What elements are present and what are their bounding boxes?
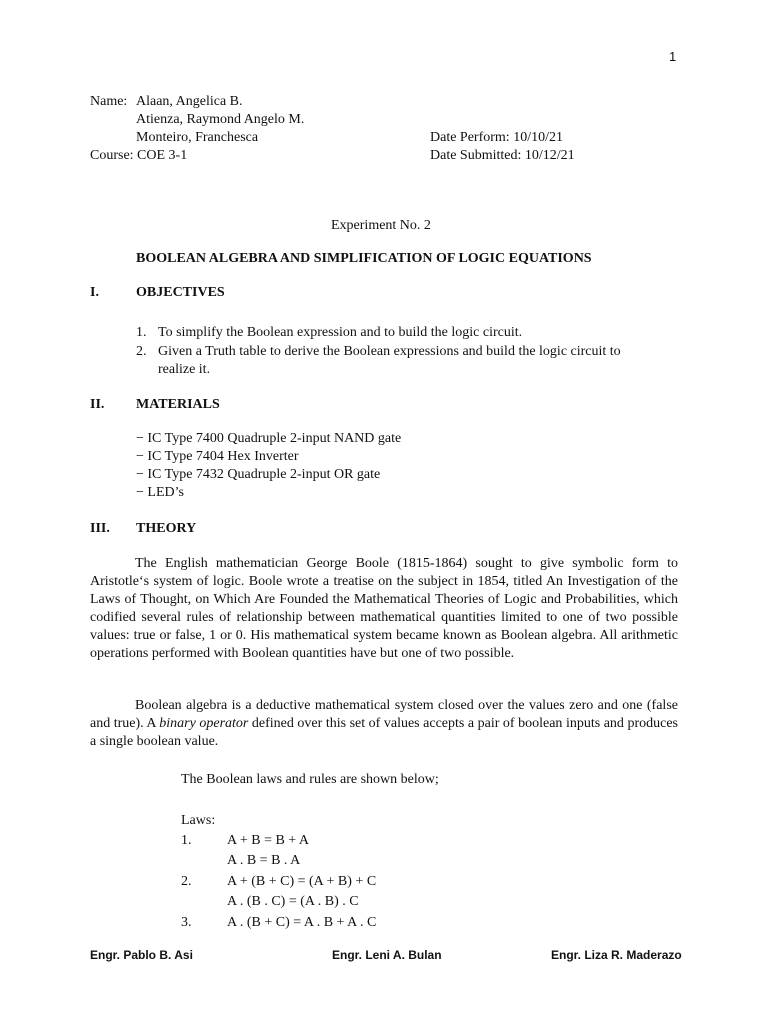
- laws-intro: The Boolean laws and rules are shown below;: [181, 772, 439, 787]
- objective-number: 2.: [136, 344, 147, 359]
- law-number: 3.: [181, 915, 192, 930]
- law-equation: A . (B + C) = A . B + A . C: [227, 915, 377, 930]
- material-item: − LED’s: [136, 485, 184, 500]
- law-equation: A . (B . C) = (A . B) . C: [227, 894, 359, 909]
- section-number-theory: III.: [90, 521, 110, 536]
- material-item: − IC Type 7432 Quadruple 2-input OR gate: [136, 467, 381, 482]
- section-heading-objectives: OBJECTIVES: [136, 285, 225, 300]
- name-label: Name:: [90, 94, 128, 109]
- section-number-materials: II.: [90, 397, 105, 412]
- student-name-3: Monteiro, Franchesca: [136, 130, 259, 145]
- date-submitted: Date Submitted: 10/12/21: [430, 148, 575, 163]
- law-equation: A + (B + C) = (A + B) + C: [227, 874, 377, 889]
- theory-paragraph-2: [90, 697, 678, 751]
- law-number: 1.: [181, 833, 192, 848]
- footer-instructor-right: Engr. Liza R. Maderazo: [551, 948, 682, 962]
- theory-paragraph-1: The English mathematician George Boole (1815-1864) sought to give symbolic form to Aristotle‘s system of logic. Boole wrote a treatise on the subject in 1854, titled An Investigation of the Laws of Thought, on Which Are Founded the Mathematical Theories of Logic and Probabilities, which codified several rules of relationship between mathematical quantities limited to one of two possible values: true or false, 1 or 0. His mathematical system became known as Boolean algebra. All arithmetic operations performed with Boolean quantities have but one of two possible.: [90, 556, 678, 661]
- student-name-2: Atienza, Raymond Angelo M.: [136, 112, 305, 127]
- date-perform: Date Perform: 10/10/21: [430, 130, 563, 145]
- document-title: BOOLEAN ALGEBRA AND SIMPLIFICATION OF LOGIC EQUATIONS: [136, 251, 592, 266]
- law-equation: A + B = B + A: [227, 833, 310, 848]
- objective-text: Given a Truth table to derive the Boolean expressions and build the logic circuit to: [158, 344, 621, 359]
- theory-paragraph-2-part-b: defined over this set of values accepts a pair of boolean inputs and produces a single boolean value.: [90, 716, 678, 749]
- footer-instructor-center: Engr. Leni A. Bulan: [332, 948, 442, 962]
- page-number: 1: [669, 49, 677, 64]
- law-equation: A . B = B . A: [227, 853, 301, 868]
- objective-text: To simplify the Boolean expression and to build the logic circuit.: [158, 325, 523, 340]
- objective-number: 1.: [136, 325, 147, 340]
- section-number-objectives: I.: [90, 285, 99, 300]
- laws-label: Laws:: [181, 813, 216, 828]
- law-number: 2.: [181, 874, 192, 889]
- course: Course: COE 3-1: [90, 148, 188, 163]
- student-name-1: Alaan, Angelica B.: [136, 94, 243, 109]
- objective-text-continued: realize it.: [158, 362, 211, 377]
- material-item: − IC Type 7404 Hex Inverter: [136, 449, 299, 464]
- experiment-number: Experiment No. 2: [331, 218, 431, 233]
- section-heading-theory: THEORY: [136, 521, 197, 536]
- binary-operator-term: binary operator: [159, 716, 249, 731]
- theory-paragraph-2-part-a: Boolean algebra is a deductive mathematical system closed over the values zero and one (false and true). A: [90, 698, 678, 731]
- material-item: − IC Type 7400 Quadruple 2-input NAND gate: [136, 431, 402, 446]
- footer-instructor-left: Engr. Pablo B. Asi: [90, 948, 193, 962]
- section-heading-materials: MATERIALS: [136, 397, 220, 412]
